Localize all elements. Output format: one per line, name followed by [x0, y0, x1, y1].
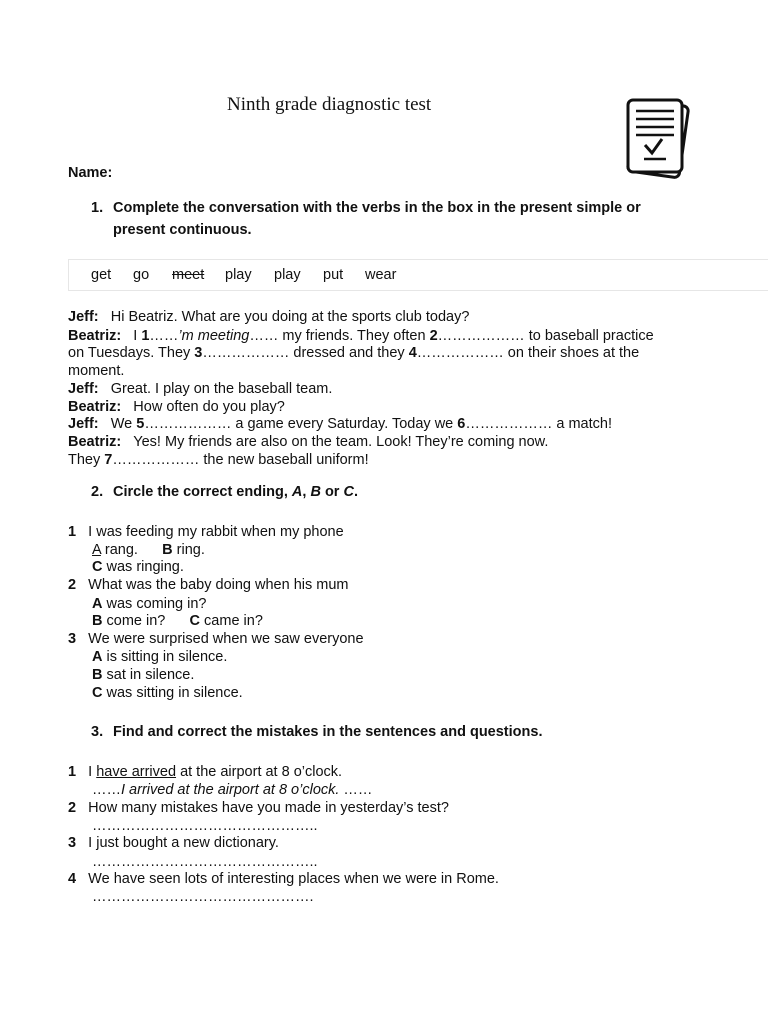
q1-number: 1. — [91, 200, 104, 216]
box-word: wear — [365, 267, 397, 283]
q2-item-option-a: A was coming in? — [92, 596, 207, 612]
q3-heading: 3. Find and correct the mistakes in the sentences and questions. — [91, 724, 543, 740]
box-word-struck: meet — [172, 267, 205, 283]
box-word: get — [91, 267, 112, 283]
box-word: go — [133, 267, 150, 283]
q2-item-options: A rang. B ring. — [92, 542, 205, 558]
answer-line[interactable]: ………………………………………. — [92, 889, 314, 905]
dialogue-line: Jeff: We 5……………… a game every Saturday. Today we 6……………… a match! — [68, 416, 612, 432]
box-word: play — [225, 267, 252, 283]
q2-item-stem: 1 I was feeding my rabbit when my phone — [68, 524, 344, 540]
q3-item: 2 How many mistakes have you made in yesterday’s test? — [68, 800, 449, 816]
dialogue-line: Beatriz: I 1……’m meeting…… my friends. They often 2……………… to baseball practice — [68, 328, 654, 344]
dialogue-line: Beatriz: Yes! My friends are also on the team. Look! They’re coming now. — [68, 434, 549, 450]
q2-item-stem: 3 We were surprised when we saw everyone — [68, 631, 364, 647]
q2-item-option-b: B sat in silence. — [92, 667, 195, 683]
box-word: put — [323, 267, 344, 283]
q2-item-stem: 2 What was the baby doing when his mum — [68, 577, 349, 593]
box-word: play — [274, 267, 301, 283]
dialogue-line: on Tuesdays. They 3……………… dressed and they 4……………… on their shoes at the — [68, 345, 640, 361]
dialogue-line: moment. — [68, 363, 125, 379]
clipboard-checklist-icon — [618, 95, 702, 183]
dialogue-line: Jeff: Great. I play on the baseball team. — [68, 381, 333, 397]
dialogue-line: Jeff: Hi Beatriz. What are you doing at the sports club today? — [68, 309, 470, 325]
name-label: Name: — [68, 165, 113, 181]
q2-item-option-c: C was ringing. — [92, 559, 184, 575]
q1-heading-line2: present continuous. — [113, 222, 252, 238]
q2-item-option-c: C was sitting in silence. — [92, 685, 243, 701]
q2-heading: 2. Circle the correct ending, A, B or C. — [91, 484, 358, 500]
answer-line[interactable]: ……………………………………….. — [92, 818, 318, 834]
dialogue-line: Beatriz: How often do you play? — [68, 399, 285, 415]
q2-item-option-a: A is sitting in silence. — [92, 649, 228, 665]
q3-item: 1 I have arrived at the airport at 8 o’clock. — [68, 764, 343, 780]
word-box — [68, 259, 768, 291]
q3-item: 3 I just bought a new dictionary. — [68, 835, 279, 851]
page-title: Ninth grade diagnostic test — [227, 94, 432, 115]
q3-item-answer: ……I arrived at the airport at 8 o’clock. …… — [92, 782, 373, 798]
q1-heading-line1: 1. Complete the conversation with the verbs in the box in the present simple or — [91, 200, 641, 216]
dialogue-line: They 7……………… the new baseball uniform! — [68, 452, 369, 468]
q3-item: 4 We have seen lots of interesting places when we were in Rome. — [68, 871, 499, 887]
answer-line[interactable]: ……………………………………….. — [92, 854, 318, 870]
q2-item-options: B come in? C came in? — [92, 613, 263, 629]
